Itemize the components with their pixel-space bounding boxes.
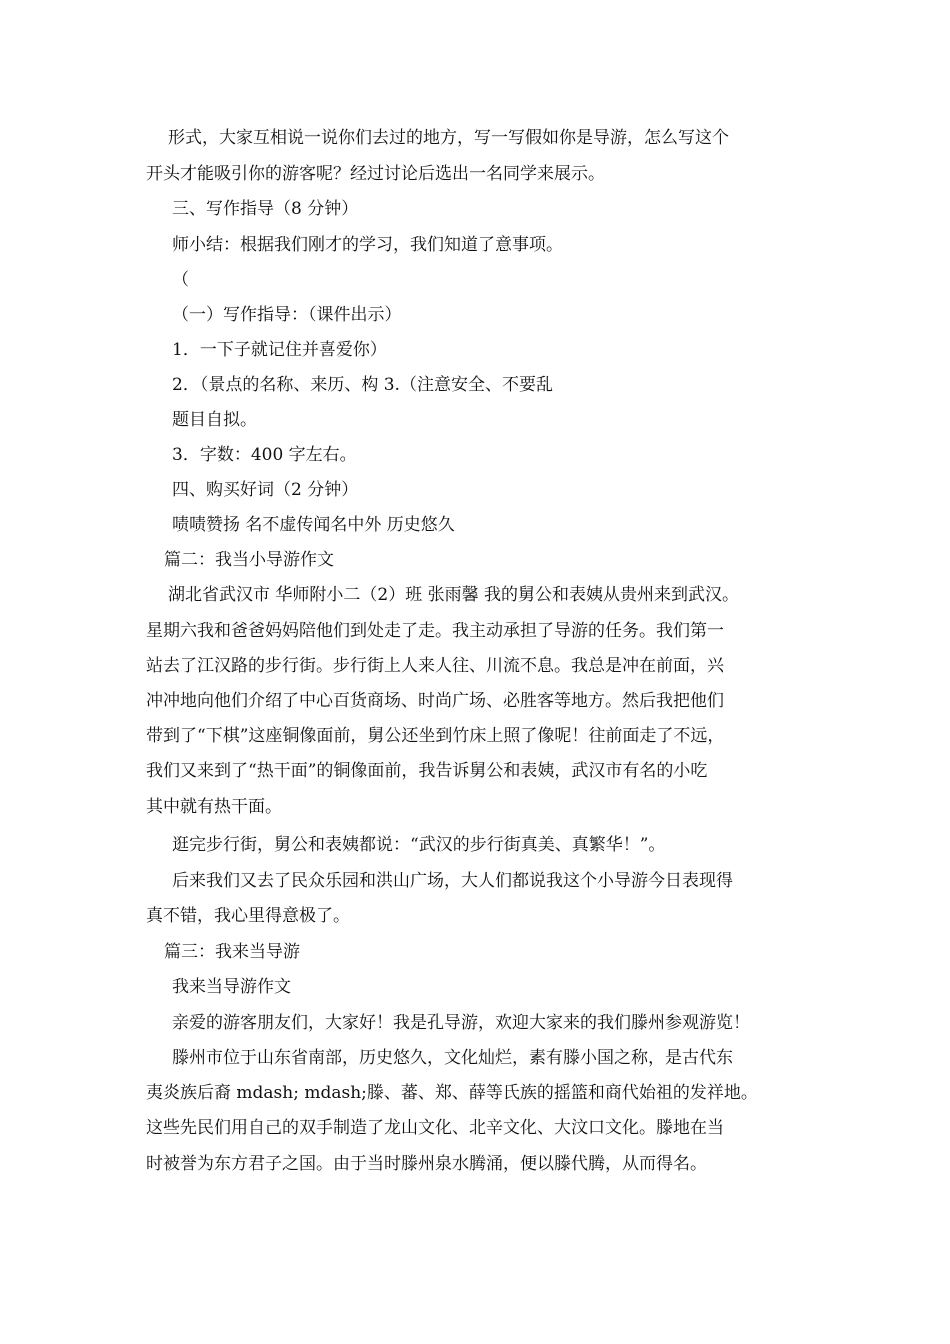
- text-line: 站去了江汉路的步行街。步行街上人来人往、川流不息。我总是冲在前面，兴: [146, 656, 724, 676]
- text-line: 真不错，我心里得意极了。: [146, 906, 350, 926]
- text-line: 这些先民们用自己的双手制造了龙山文化、北辛文化、大汶口文化。滕地在当: [146, 1118, 724, 1138]
- text-line: 滕州市位于山东省南部，历史悠久，文化灿烂，素有滕小国之称，是古代东: [172, 1048, 733, 1068]
- article-heading: 篇三：我来当导游: [164, 942, 300, 962]
- text-line: 亲爱的游客朋友们，大家好！我是孔导游，欢迎大家来的我们滕州参观游览！: [172, 1013, 750, 1033]
- section-heading: 四、购买好词（2 分钟）: [172, 480, 359, 500]
- list-item: 1．一下子就记住并喜爱你）: [172, 340, 387, 360]
- text-line: 湖北省武汉市 华师附小二（2）班 张雨馨 我的舅公和表姨从贵州来到武汉。: [168, 585, 740, 605]
- text-line: （一）写作指导：（课件出示）: [172, 305, 402, 325]
- text-line: 开头才能吸引你的游客呢？经过讨论后选出一名同学来展示。: [146, 164, 605, 184]
- text-line: 其中就有热干面。: [146, 797, 282, 817]
- text-line: 我们又来到了“热干面”的铜像面前，我告诉舅公和表姨，武汉市有名的小吃: [146, 761, 708, 781]
- article-heading: 篇二：我当小导游作文: [164, 550, 334, 570]
- text-line: 星期六我和爸爸妈妈陪他们到处走了走。我主动承担了导游的任务。我们第一: [146, 621, 724, 641]
- text-line: 逛完步行街，舅公和表姨都说：“武汉的步行街真美、真繁华！”。: [172, 835, 666, 855]
- text-line: 题目自拟。: [172, 410, 257, 430]
- text-line: （: [172, 270, 189, 290]
- text-line: 师小结：根据我们刚才的学习，我们知道了意事项。: [172, 235, 563, 255]
- text-line: 时被誉为东方君子之国。由于当时滕州泉水腾涌，便以滕代腾，从而得名。: [146, 1154, 707, 1174]
- text-line: 我来当导游作文: [172, 977, 291, 997]
- text-line: 啧啧赞扬 名不虚传闻名中外 历史悠久: [172, 515, 455, 535]
- text-line: 夷炎族后裔 mdash; mdash;滕、蕃、郑、薛等氏族的摇篮和商代始祖的发祥地。: [146, 1083, 758, 1103]
- text-line: 冲冲地向他们介绍了中心百货商场、时尚广场、必胜客等地方。然后我把他们: [146, 691, 724, 711]
- text-line: 形式，大家互相说一说你们去过的地方，写一写假如你是导游，怎么写这个: [168, 128, 729, 148]
- section-heading: 三、写作指导（8 分钟）: [172, 199, 359, 219]
- list-item: 2．（景点的名称、来历、构 3.（注意安全、不要乱: [172, 375, 553, 395]
- list-item: 3．字数：400 字左右。: [172, 445, 357, 465]
- text-line: 后来我们又去了民众乐园和洪山广场，大人们都说我这个小导游今日表现得: [172, 871, 733, 891]
- text-line: 带到了“下棋”这座铜像面前，舅公还坐到竹床上照了像呢！往前面走了不远，: [146, 726, 725, 746]
